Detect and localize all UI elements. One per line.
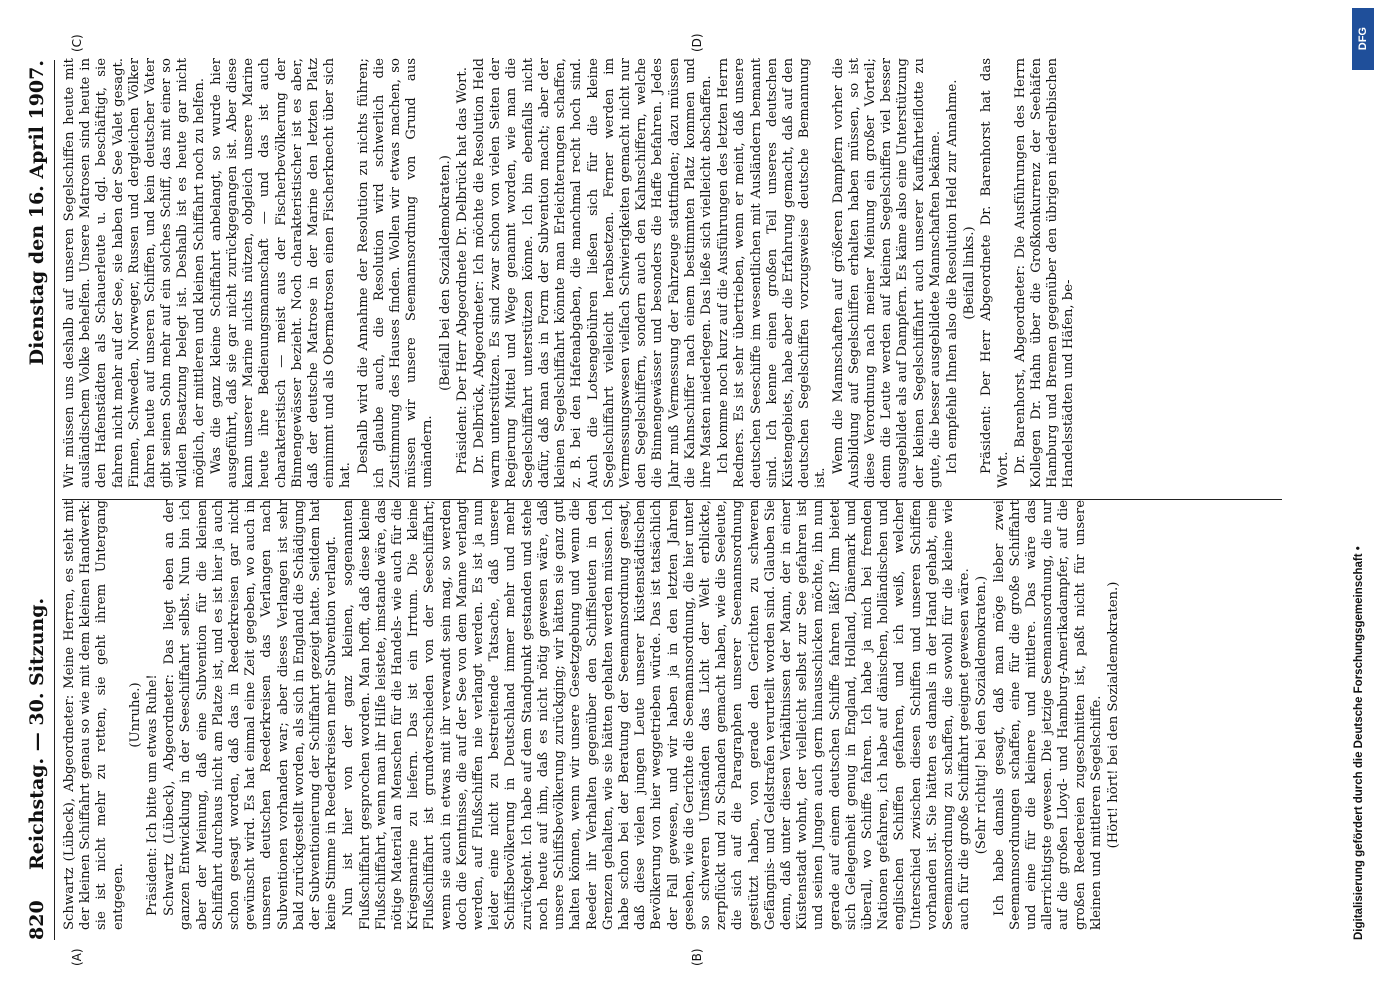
interjection: (Beifall bei den Sozialdemokraten.)	[437, 155, 453, 391]
page-number: 820	[26, 900, 48, 940]
margin-mark-d: (D)	[690, 33, 704, 52]
paragraph: Schwartz (Lübeck), Abgeordneter: Das liegt eben an der ganzen Entwicklung in der Seeschiffahrt selbst. Nun bin ich aber der Meinung, daß eine Subvention für die kleinen Schiffahrt durchaus nicht am Platze ist, und es ist hier ja auch schon gesagt worden, daß das in Reederkreisen gar nicht gewünscht wird. Es hat einmal eine Zeit gegeben, wo auch in unseren deutschen Reederkreisen das Verlangen nach Subventionen vorhanden war; aber dieses Verlangen ist sehr bald zurückgestellt worden, als sich in England die Schädigung der Subventionierung der Schiffahrt gezeigt hatte. Seitdem hat keine Stimme in Reederkreisen mehr Subvention verlangt.	[162, 500, 340, 930]
header-right-title: Dienstag den 16. April 1907.	[26, 60, 48, 366]
interjection: (Unruhe.)	[127, 682, 143, 748]
right-column	[62, 58, 1282, 488]
paragraph: Wir müssen uns deshalb auf unseren Segelschiffen heute mit ausländischem Volke behelfen. Unsere Matrosen sind heute in den Hafenstädten als Schauerleute u. dgl. beschäftigt, sie fahren nicht mehr auf der See, sie haben der See Valet gesagt. Finnen, Schweden, Norweger, Russen und dergleichen Völker fahren heute auf unseren Schiffen, und kein deutscher Vater gibt seinen Sohn mehr auf ein solches Schiff, das mit einer so wilden Besatzung belegt ist. Deshalb ist es heute gar nicht möglich, der mittleren und kleinen Schiffahrt noch zu helfen.	[62, 58, 207, 488]
page-header	[18, 60, 58, 940]
paragraph: Was die ganz kleine Schiffahrt anbelangt, so wurde hier ausgeführt, daß sie gar nicht zurückgegangen ist. Aber diese kann unserer Marine nichts nützen, obgleich unsere Marine heute ihre Bedienungsmannschaft — und das ist auch charakteristisch — meist aus der Fischerbevölkerung der Binnengewässer bezieht. Noch charakteristischer ist es aber, daß der deutsche Matrose in der Marine den letzten Platz einnimmt und als Obermatrosen einen Fischerknecht über sich hat.	[208, 58, 354, 488]
paragraph: Dr. Delbrück, Abgeordneter: Ich möchte die Resolution Held warm unterstützen. Es sind zwar schon von vielen Seiten der Regierung Mittel und Wege genannt worden, wie man die Segelschiffahrt unterstützen könne. Ich bin ebenfalls nicht dafür, daß man das in Form der Subvention macht; aber der kleinen Segelschiffahrt könnte man Erleichterungen schaffen, z. B. bei den Hafenabgaben, die manchmal recht hoch sind. Auch die Lotsengebühren ließen sich für die kleine Segelschiffahrt vielleicht herabsetzen. Ferner werden im Vermessungswesen vielfach Schwierigkeiten gemacht nicht nur den Segelschiffern, sondern auch den Kahnschiffern, welche die Binnengewässer und besonders die Haffe befahren. Jedes Jahr muß Vermessung der Fahrzeuge stattfinden; dazu müssen die Kahnschiffer nach einem bestimmten Platz kommen und ihre Masten niederlegen. Das ließe sich vielleicht abschaffen.	[472, 58, 714, 488]
paragraph: Deshalb wird die Annahme der Resolution zu nichts führen; ich glaube auch, die Resolution wird schwerlich die Zustimmung des Hauses finden. Wollen wir etwas machen, so müssen wir unsere Seemannsordnung von Grund aus umändern.	[355, 58, 436, 488]
dfg-logo: DFG	[1352, 8, 1374, 70]
paragraph: Nun ist hier von der ganz kleinen, sogenannten Flußschiffahrt gesprochen worden. Man hofft, daß diese kleine Flußschiffahrt, wenn man ihr Hilfe leistete, imstande wäre, das nötige Material an Menschen für die Handels- wie auch für die Kriegsmarine zu liefern. Das ist ein Irrtum. Die kleine Flußschiffahrt ist grundverschieden von der Seeschiffahrt; wenn sie auch in etwas mit ihr verwandt sein mag, so werden doch die Kenntnisse, die auf der See von dem Manne verlangt werden, auf Flußschiffen nie verlangt werden. Es ist ja nun leider eine nicht zu bestreitende Tatsache, daß unsere Schiffsbevölkerung in Deutschland immer mehr und mehr zurückgeht. Ich habe auf dem Standpunkt gestanden und stehe noch heute auf ihm, daß es nicht nötig gewesen wäre, daß unsere Schiffsbevölkerung zurückging; wir hätten sie ganz gut halten können, wenn wir unsere Gesetzgebung und wenn die Reeder ihr Verhalten gegenüber den Schiffsleuten in den Grenzen gehalten, wie sie hätten gehalten werden müssen. Ich habe schon bei der Beratung der Seemannsordnung gesagt, daß diese vielen jungen Leute unserer küstenstädtischen Bevölkerung von hier weggetrieben würde. Das ist tatsächlich der Fall gewesen, und wir haben ja in den letzten Jahren gesehen, wie die Gerichte die Seemannsordnung, die hier unter so schweren Umständen das Licht der Welt erblickte, zerpflückt und zu Schanden gemacht haben, wie die Seeleute, die sich auf die Paragraphen unserer Seemannsordnung gestützt haben, von gerade den Gerichten zu schweren Gefängnis- und Geldstrafen verurteilt worden sind. Glauben Sie denn, daß unter diesen Verhältnissen der Mann, der in einer Küstenstadt wohnt, der vielleicht selbst zur See gefahren ist und seinen Jungen auch gern hinausschicken möchte, ihn nun gerade auf einem deutschen Schiffe fahren läßt? Ihm bietet sich Gelegenheit genug in England, Holland, Dänemark und überall, wo Schiffe fahren. Ich habe ja mich bei fremden Nationen gefahren, ich habe auf dänischen, holländischen und englischen Schiffen gefahren, und ich weiß, welcher Unterschied zwischen diesen Schiffen und unseren Schiffen vorhanden ist. Sie hätten es damals in der Hand gehabt, eine Seemannsordnung zu schaffen, die sowohl für die kleine wie auch für die große Schiffahrt geeignet gewesen wäre.	[341, 500, 973, 930]
paragraph: Präsident: Der Herr Abgeordnete Dr. Barenhorst hat das Wort.	[979, 58, 1011, 488]
interjection: (Sehr richtig! bei den Sozialdemokraten.)	[974, 575, 990, 855]
interjection: (Beifall links.)	[962, 226, 978, 320]
paragraph: Präsident: Ich bitte um etwas Ruhe!	[145, 674, 161, 916]
paragraph: Schwartz (Lübeck), Abgeordneter: Meine Herren, es steht mit der kleinen Schiffahrt genau so wie mit dem kleinen Handwerk: sie ist nicht mehr zu retten, sie geht ihrem Untergang entgegen.	[62, 500, 126, 930]
digitization-credit-strip	[1349, 0, 1379, 1000]
paragraph: Ich komme noch kurz auf die Ausführungen des letzten Herrn Redners. Es ist sehr übertrieben, wenn er meint, daß unsere deutschen Seeschiffe im wesentlichen mit Ausländern bemannt sind. Ich kenne einen großen Teil unseres deutschen Küstengebiets, habe aber die Erfahrung gemacht, daß auf den deutschen Segelschiffen vorzugsweise deutsche Bemannung ist.	[716, 58, 829, 488]
margin-mark-b: (B)	[690, 948, 704, 966]
interjection: (Hört! hört! bei den Sozialdemokraten.)	[1106, 581, 1121, 849]
left-column	[62, 500, 1282, 930]
column-divider	[62, 499, 1282, 500]
paragraph: Dr. Barenhorst, Abgeordneter: Die Ausführungen des Herrn Kollegen Dr. Hahn über die Großkonkurrenz der Seehäfen Hamburg und Bremen gegenüber den übrigen niederelbischen Handelsstädten und Häfen, be-	[1012, 58, 1077, 488]
header-left-title: Reichstag. — 30. Sitzung.	[26, 597, 48, 870]
paragraph: Wenn die Mannschaften auf größeren Dampfern vorher die Ausbildung auf Segelschiffen erhalten haben müssen, so ist diese Verordnung nach meiner Meinung ein großer Vorteil; denn die Leute werden auf kleinen Segelschiffen viel besser ausgebildet als auf Dampfern. Es käme also eine Unterstützung der kleinen Segelschiffahrt auch unserer Kauffahrteiflotte zu gute, die besser ausgebildete Mannschaften bekäme.	[830, 58, 943, 488]
margin-mark-c: (C)	[70, 34, 84, 52]
margin-mark-a: (A)	[70, 948, 84, 966]
digitization-credit: Digitalisierung gefördert durch die Deutsche Forschungsgemeinschaft •	[1353, 546, 1365, 940]
paragraph: Ich habe damals gesagt, daß man möge lieber zwei Seemannsordnungen schaffen, eine für die große Schiffahrt und eine für die kleinere und mittlere. Das wäre das allerrichtigste gewesen. Die jetzige Seemannsordnung, die nur auf die großen Lloyd- und Hamburg-Amerikadampfer, auf die großen Reedereien zugeschnitten ist, paßt nicht für unsere kleinen und mittleren Segelschiffe.	[991, 500, 1104, 930]
paragraph: Ich empfehle Ihnen also die Resolution Held zur Annahme.	[944, 79, 960, 474]
header-rule	[54, 60, 55, 940]
paragraph: Präsident: Der Herr Abgeordnete Dr. Delbrück hat das Wort.	[454, 67, 470, 474]
